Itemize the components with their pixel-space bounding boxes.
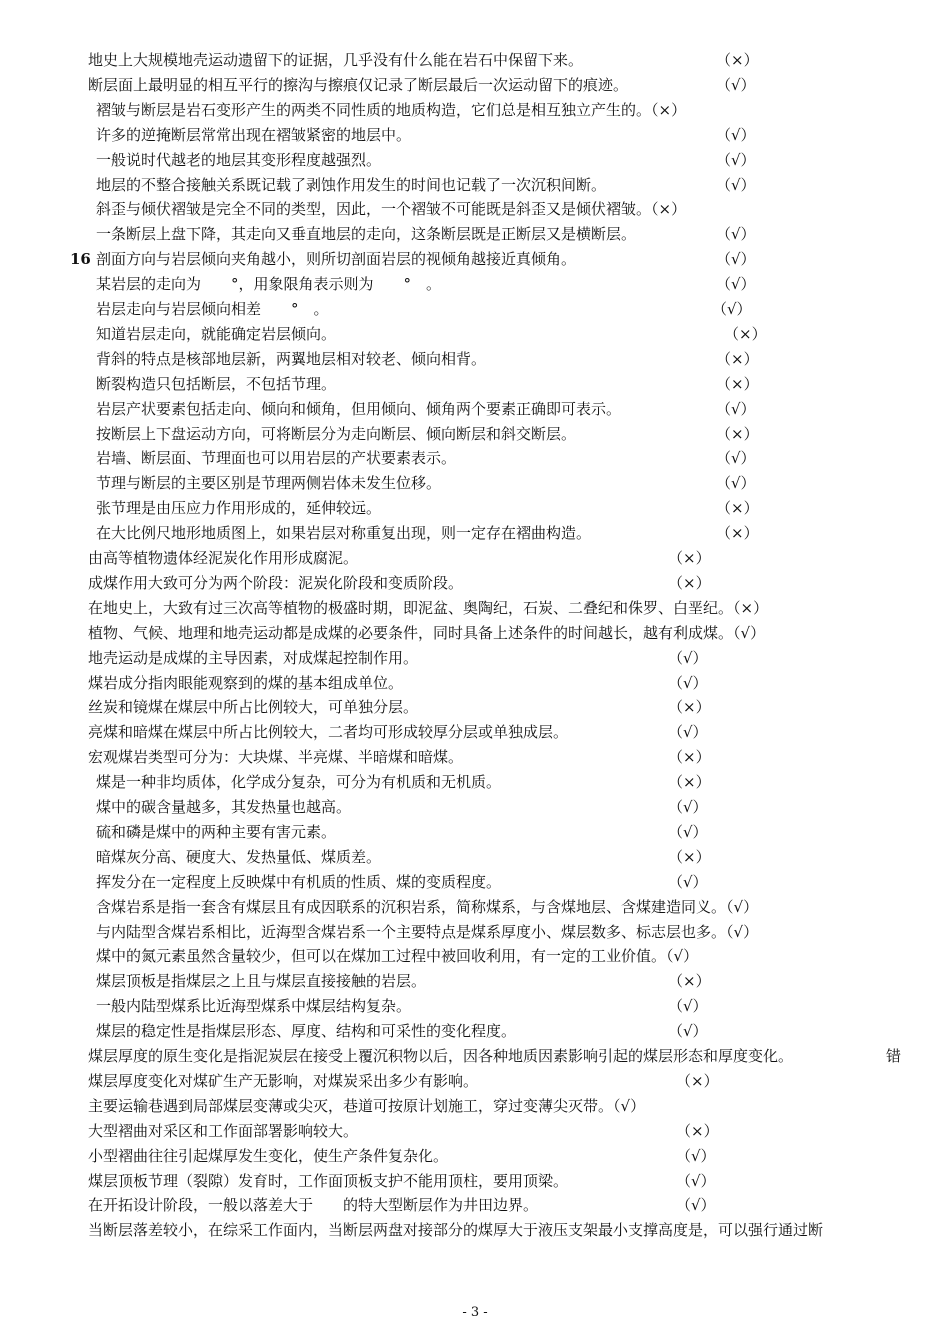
- question-text: [96, 770, 501, 794]
- answer-mark: （√）: [676, 1146, 716, 1165]
- question-text: [88, 745, 463, 769]
- question-statement: 节理与断层的主要区别是节理两侧岩体未发生位移。: [96, 474, 442, 493]
- question-line: [0, 720, 950, 744]
- question-line: [0, 770, 950, 794]
- question-statement: 背斜的特点是核部地层新，两翼地层相对较老、倾向相背。: [96, 349, 487, 368]
- answer-mark: （√）: [716, 250, 756, 269]
- question-statement: 断裂构造只包括断层，不包括节理。: [96, 374, 337, 393]
- question-line: [0, 745, 950, 769]
- answer-mark: （×）: [716, 374, 759, 393]
- question-line: [0, 1044, 950, 1068]
- question-text: [96, 845, 381, 869]
- question-text: [88, 671, 403, 695]
- question-line: [0, 1094, 950, 1118]
- question-text: [96, 471, 441, 495]
- answer-mark: （×）: [733, 598, 769, 617]
- question-line: [0, 671, 950, 695]
- answer-mark: （×）: [668, 773, 711, 792]
- question-line: [0, 197, 950, 221]
- question-text: [88, 646, 418, 670]
- question-line: [0, 845, 950, 869]
- question-statement: 斜歪与倾伏褶皱是完全不同的类型，因此，一个褶皱不可能既是斜歪又是倾伏褶皱。: [96, 200, 652, 219]
- question-statement: 一般内陆型煤系比近海型煤系中煤层结构复杂。: [96, 997, 412, 1016]
- answer-mark: （×）: [668, 748, 711, 767]
- answer-mark: （√）: [716, 175, 756, 194]
- answer-mark: （×）: [716, 349, 759, 368]
- question-text: [96, 372, 336, 396]
- question-statement: 丝炭和镜煤在煤层中所占比例较大，可单独分层。: [88, 698, 419, 717]
- question-line: [0, 471, 950, 495]
- question-statement: 煤是一种非均质体，化学成分复杂，可分为有机质和无机质。: [96, 773, 502, 792]
- answer-mark: （√）: [733, 623, 766, 642]
- question-text: [96, 1019, 516, 1043]
- answer-mark: （√）: [716, 399, 756, 418]
- answer-mark: （×）: [651, 200, 687, 219]
- question-line: [0, 496, 950, 520]
- answer-mark: （×）: [676, 1121, 719, 1140]
- question-line: [0, 895, 950, 919]
- question-statement: 煤层厚度的原生变化是指泥炭层在接受上覆沉积物以后，因各种地质因素影响引起的煤层形态和厚度变化。: [88, 1047, 794, 1065]
- answer-mark: （√）: [716, 474, 756, 493]
- question-text: [96, 521, 591, 545]
- question-text: [88, 73, 628, 97]
- question-statement: 一般说时代越老的地层其变形程度越强烈。: [96, 150, 382, 169]
- question-statement: 岩墙、断层面、节理面也可以用岩层的产状要素表示。: [96, 449, 457, 468]
- question-text: [96, 895, 758, 919]
- answer-mark: （×）: [668, 972, 711, 991]
- question-statement: 小型褶曲往往引起煤厚发生变化，使生产条件复杂化。: [88, 1146, 449, 1165]
- question-text: [88, 720, 568, 744]
- answer-mark: （√）: [666, 947, 699, 966]
- question-text: [96, 98, 686, 122]
- question-statement: 由高等植物遗体经泥炭化作用形成腐泥。: [88, 549, 359, 567]
- question-statement: 褶皱与断层是岩石变形产生的两类不同性质的地质构造，它们总是相互独立产生的。: [96, 100, 652, 119]
- question-line: [0, 695, 950, 719]
- question-line: [0, 944, 950, 968]
- answer-mark: （×）: [724, 324, 767, 343]
- answer-mark: （√）: [668, 1022, 708, 1041]
- question-statement: 岩层走向与岩层倾向相差 ° 。: [96, 300, 329, 318]
- answer-mark: （√）: [716, 449, 756, 468]
- answer-mark: （×）: [676, 1071, 719, 1090]
- question-text: [96, 123, 411, 147]
- answer-mark: （√）: [668, 673, 708, 692]
- question-statement: 在大比例尺地形地质图上，如果岩层对称重复出现，则一定存在褶曲构造。: [96, 524, 592, 543]
- question-line: [0, 1069, 950, 1093]
- answer-mark: （×）: [668, 847, 711, 866]
- question-line: [0, 322, 950, 346]
- question-line: [0, 820, 950, 844]
- question-statement: 煤岩成分指肉眼能观察到的煤的基本组成单位。: [88, 673, 404, 692]
- answer-mark: （√）: [668, 648, 708, 667]
- question-line: [0, 173, 950, 197]
- question-text: [88, 1044, 793, 1068]
- question-line: [0, 397, 950, 421]
- answer-mark: （√）: [668, 798, 708, 816]
- question-line: [0, 1019, 950, 1043]
- question-statement: 许多的逆掩断层常常出现在褶皱紧密的地层中。: [96, 125, 412, 144]
- answer-mark: （√）: [716, 150, 756, 169]
- question-statement: 按断层上下盘运动方向，可将断层分为走向断层、倾向断层和斜交断层。: [96, 424, 577, 443]
- answer-mark: （×）: [651, 100, 687, 119]
- answer-mark: （×）: [668, 549, 711, 567]
- answer-mark: （√）: [716, 125, 756, 144]
- question-text: [96, 969, 426, 993]
- answer-mark: （√）: [668, 997, 708, 1016]
- answer-mark: （√）: [676, 1196, 716, 1215]
- question-text: [96, 397, 621, 421]
- question-line: [0, 1218, 950, 1242]
- question-statement: 一条断层上盘下降，其走向又垂直地层的走向，这条断层既是正断层又是横断层。: [96, 225, 637, 244]
- question-line: [0, 1193, 950, 1217]
- question-statement: 大型褶曲对采区和工作面部署影响较大。: [88, 1121, 359, 1140]
- answer-mark: （×）: [668, 573, 711, 592]
- question-statement: 剖面方向与岩层倾向夹角越小，则所切剖面岩层的视倾角越接近真倾角。: [96, 250, 577, 269]
- question-statement: 暗煤灰分高、硬度大、发热量低、煤质差。: [96, 847, 382, 866]
- question-line: [0, 920, 950, 944]
- answer-mark: （×）: [716, 51, 759, 69]
- question-line: [0, 795, 950, 819]
- question-statement: 岩层产状要素包括走向、倾向和倾角，但用倾向、倾角两个要素正确即可表示。: [96, 399, 622, 418]
- question-text: [96, 944, 698, 968]
- question-line: [0, 98, 950, 122]
- question-text: [96, 496, 381, 520]
- question-line: [0, 1169, 950, 1193]
- question-text: [88, 1218, 823, 1242]
- page-number: - 3 -: [462, 1305, 488, 1320]
- question-text: [88, 1169, 568, 1193]
- answer-mark: （√）: [716, 75, 756, 94]
- question-statement: 煤中的氮元素虽然含量较少，但可以在煤加工过程中被回收利用，有一定的工业价值。: [96, 947, 667, 966]
- question-line: [0, 123, 950, 147]
- question-text: [88, 695, 418, 719]
- answer-mark: （×）: [716, 524, 759, 543]
- answer-mark: （√）: [668, 723, 708, 742]
- question-line: [0, 994, 950, 1018]
- question-line: [0, 870, 950, 894]
- question-line: [0, 969, 950, 993]
- question-statement: 煤中的碳含量越多，其发热量也越高。: [96, 798, 352, 816]
- question-line: [0, 422, 950, 446]
- question-statement: 煤层顶板节理（裂隙）发育时，工作面顶板支护不能用顶柱，要用顶梁。: [88, 1171, 569, 1190]
- question-text: [96, 820, 336, 844]
- question-text: [96, 222, 636, 246]
- answer-mark: （√）: [676, 1171, 716, 1190]
- question-line: [0, 1119, 950, 1143]
- question-text: [88, 571, 463, 595]
- question-line: [0, 1144, 950, 1168]
- question-text: [88, 546, 358, 570]
- question-statement: 主要运输巷遇到局部煤层变薄或尖灭，巷道可按原计划施工，穿过变薄尖灭带。: [88, 1096, 614, 1115]
- answer-mark: （√）: [716, 225, 756, 244]
- answer-mark: （√）: [726, 897, 759, 916]
- question-text: [88, 596, 768, 620]
- question-statement: 挥发分在一定程度上反映煤中有机质的性质、煤的变质程度。: [96, 872, 502, 891]
- answer-mark: （×）: [716, 499, 759, 518]
- answer-mark: 错: [886, 1047, 902, 1065]
- question-line: [0, 222, 950, 246]
- question-line: [0, 48, 950, 72]
- question-statement: 煤层顶板是指煤层之上且与煤层直接接触的岩层。: [96, 972, 427, 991]
- question-line: [0, 148, 950, 172]
- question-line: [0, 347, 950, 371]
- question-line: [0, 297, 950, 321]
- question-line: [0, 621, 950, 645]
- question-text: [96, 870, 501, 894]
- question-line: [0, 521, 950, 545]
- question-line: [0, 571, 950, 595]
- question-text: [96, 272, 441, 296]
- question-text: [96, 173, 606, 197]
- question-statement: 亮煤和暗煤在煤层中所占比例较大，二者均可形成较厚分层或单独成层。: [88, 723, 569, 742]
- question-text: [70, 247, 577, 271]
- question-text: [96, 994, 411, 1018]
- question-statement: 断层面上最明显的相互平行的擦沟与擦痕仅记录了断层最后一次运动留下的痕迹。: [88, 75, 629, 94]
- question-line: [0, 446, 950, 470]
- answer-mark: （√）: [712, 300, 752, 318]
- answer-mark: （√）: [668, 822, 708, 841]
- question-line: [0, 596, 950, 620]
- question-statement: 张节理是由压应力作用形成的，延伸较远。: [96, 499, 382, 518]
- question-statement: 某岩层的走向为 °，用象限角表示则为 ° 。: [96, 275, 442, 294]
- answer-mark: （×）: [668, 698, 711, 717]
- question-text: [88, 1144, 448, 1168]
- question-statement: 宏观煤岩类型可分为：大块煤、半亮煤、半暗煤和暗煤。: [88, 748, 464, 767]
- question-line: [0, 646, 950, 670]
- question-text: [96, 322, 336, 346]
- question-statement: 在开拓设计阶段，一般以落差大于 的特大型断层作为井田边界。: [88, 1196, 539, 1215]
- question-text: [96, 920, 758, 944]
- question-text: [88, 1193, 538, 1217]
- question-text: [88, 621, 765, 645]
- question-statement: 在地史上，大致有过三次高等植物的极盛时期，即泥盆、奥陶纪，石炭、二叠纪和侏罗、白垩纪。: [88, 598, 734, 617]
- answer-mark: （√）: [668, 872, 708, 891]
- question-statement: 地史上大规模地壳运动遗留下的证据，几乎没有什么能在岩石中保留下来。: [88, 51, 584, 69]
- question-text: [96, 197, 686, 221]
- question-statement: 与内陆型含煤岩系相比，近海型含煤岩系一个主要特点是煤系厚度小、煤层数多、标志层也多。: [96, 922, 727, 941]
- question-statement: 植物、气候、地理和地壳运动都是成煤的必要条件，同时具备上述条件的时间越长，越有利成煤。: [88, 623, 734, 642]
- question-text: [96, 446, 456, 470]
- question-line: [0, 272, 950, 296]
- question-text: [88, 48, 583, 72]
- question-text: [96, 148, 381, 172]
- answer-mark: （√）: [613, 1096, 646, 1115]
- question-text: [96, 795, 351, 819]
- answer-mark: （×）: [716, 424, 759, 443]
- question-statement: 地壳运动是成煤的主导因素，对成煤起控制作用。: [88, 648, 419, 667]
- question-text: [96, 422, 576, 446]
- question-statement: 成煤作用大致可分为两个阶段：泥炭化阶段和变质阶段。: [88, 573, 464, 592]
- question-text: [88, 1119, 358, 1143]
- question-line: [0, 372, 950, 396]
- question-statement: 硫和磷是煤中的两种主要有害元素。: [96, 822, 337, 841]
- question-statement: 地层的不整合接触关系既记载了剥蚀作用发生的时间也记载了一次沉积间断。: [96, 175, 607, 194]
- question-text: [88, 1069, 478, 1093]
- question-statement: 含煤岩系是指一套含有煤层且有成因联系的沉积岩系，简称煤系，与含煤地层、含煤建造同义。: [96, 897, 727, 916]
- question-statement: 煤层厚度变化对煤矿生产无影响，对煤炭采出多少有影响。: [88, 1071, 479, 1090]
- question-text: [96, 297, 329, 321]
- question-statement: 煤层的稳定性是指煤层形态、厚度、结构和可采性的变化程度。: [96, 1022, 517, 1041]
- question-statement: 知道岩层走向，就能确定岩层倾向。: [96, 324, 337, 343]
- question-text: [88, 1094, 645, 1118]
- question-text: [96, 347, 486, 371]
- question-line: [0, 546, 950, 570]
- answer-mark: （√）: [716, 275, 756, 294]
- question-line: [0, 73, 950, 97]
- question-line: [0, 247, 950, 271]
- question-statement: 当断层落差较小，在综采工作面内，当断层两盘对接部分的煤厚大于液压支架最小支撑高度是，可以强行通过断: [88, 1221, 824, 1240]
- question-number: 16: [70, 250, 91, 269]
- answer-mark: （√）: [726, 922, 759, 941]
